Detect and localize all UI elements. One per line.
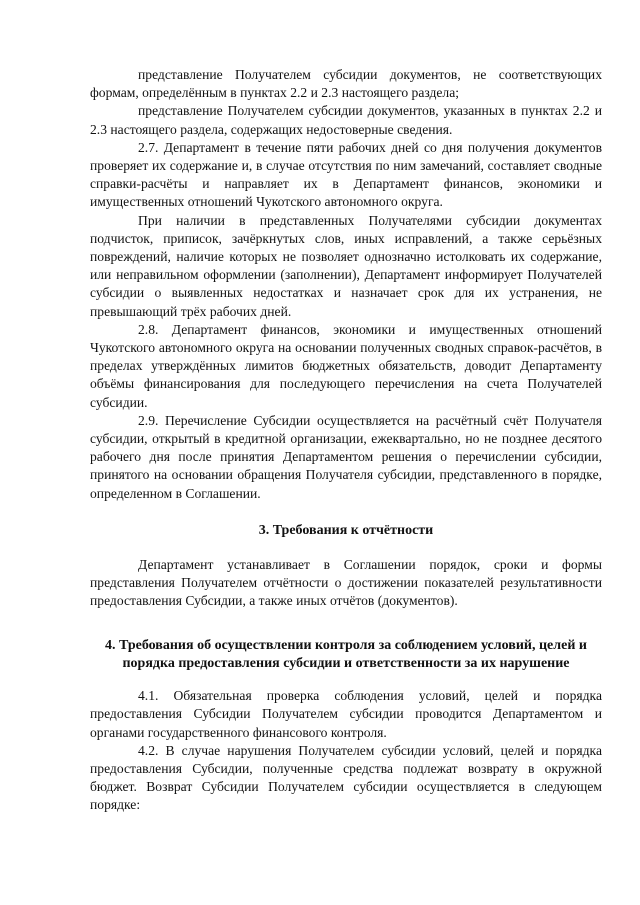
paragraph-2-7: 2.7. Департамент в течение пяти рабочих дней со дня получения документов проверяет их содержание и, в случае отсутствия по ним замечаний, составляет сводные справки-расчёты и направляет их в Департамент финансов, экономики и имущественных отношений Чукотского автономного округа.	[90, 139, 602, 210]
paragraph-4-2: 4.2. В случае нарушения Получателем субсидии условий, целей и порядка предоставления Субсидии, полученные средства подлежат возврату в окружной бюджет. Возврат Субсидии Получателем субсидии осуществляется в следующем порядке:	[90, 742, 602, 813]
section-4-heading: 4. Требования об осуществлении контроля за соблюдением условий, целей и порядка предоставления субсидии и ответственности за их нарушение	[105, 637, 587, 671]
section-3-heading: 3. Требования к отчётности	[258, 522, 434, 538]
paragraph-4-1: 4.1. Обязательная проверка соблюдения условий, целей и порядка предоставления Субсидии Получателем субсидии проводится Департаментом и органами государственного финансового контроля.	[90, 688, 602, 740]
paragraph-false-information: представление Получателем субсидии документов, указанных в пунктах 2.2 и 2.3 настоящего раздела, содержащих недостоверные сведения.	[90, 103, 602, 137]
paragraph-corrections: При наличии в представленных Получателями субсидии документах подчисток, приписок, зачёркнутых слов, иных исправлений, а также серьёзных повреждений, наличие которых не позволяет однозначно истолковать их содержание, или неправильном оформлении (заполнении), Департамент информирует Получателей субсидии о выявленных недостатках и назначает срок для их устранения, не превышающий трёх рабочих дней.	[90, 212, 602, 319]
paragraph-not-matching-forms: представление Получателем субсидии документов, не соответствующих формам, определённым в пунктах 2.2 и 2.3 настоящего раздела;	[90, 67, 602, 101]
paragraph-2-9: 2.9. Перечисление Субсидии осуществляется на расчётный счёт Получателя субсидии, открытый в кредитной организации, ежеквартально, но не позднее десятого рабочего дня после принятия Департаментом решения о перечислении субсидии, принятого на основании обращения Получателя субсидии, представленного в порядке, определенном в Соглашении.	[90, 412, 602, 501]
document-body	[90, 66, 602, 815]
paragraph-2-8: 2.8. Департамент финансов, экономики и имущественных отношений Чукотского автономного округа на основании полученных сводных справок-расчётов, в пределах утверждённых лимитов бюджетных обязательств, доводит Департаменту объёмы финансирования для последующего перечисления на счета Получателей субсидии.	[90, 321, 602, 410]
paragraph-reporting: Департамент устанавливает в Соглашении порядок, сроки и формы представления Получателем отчётности о достижении показателей результативности предоставления Субсидии, а также иных отчётов (документов).	[90, 557, 602, 609]
